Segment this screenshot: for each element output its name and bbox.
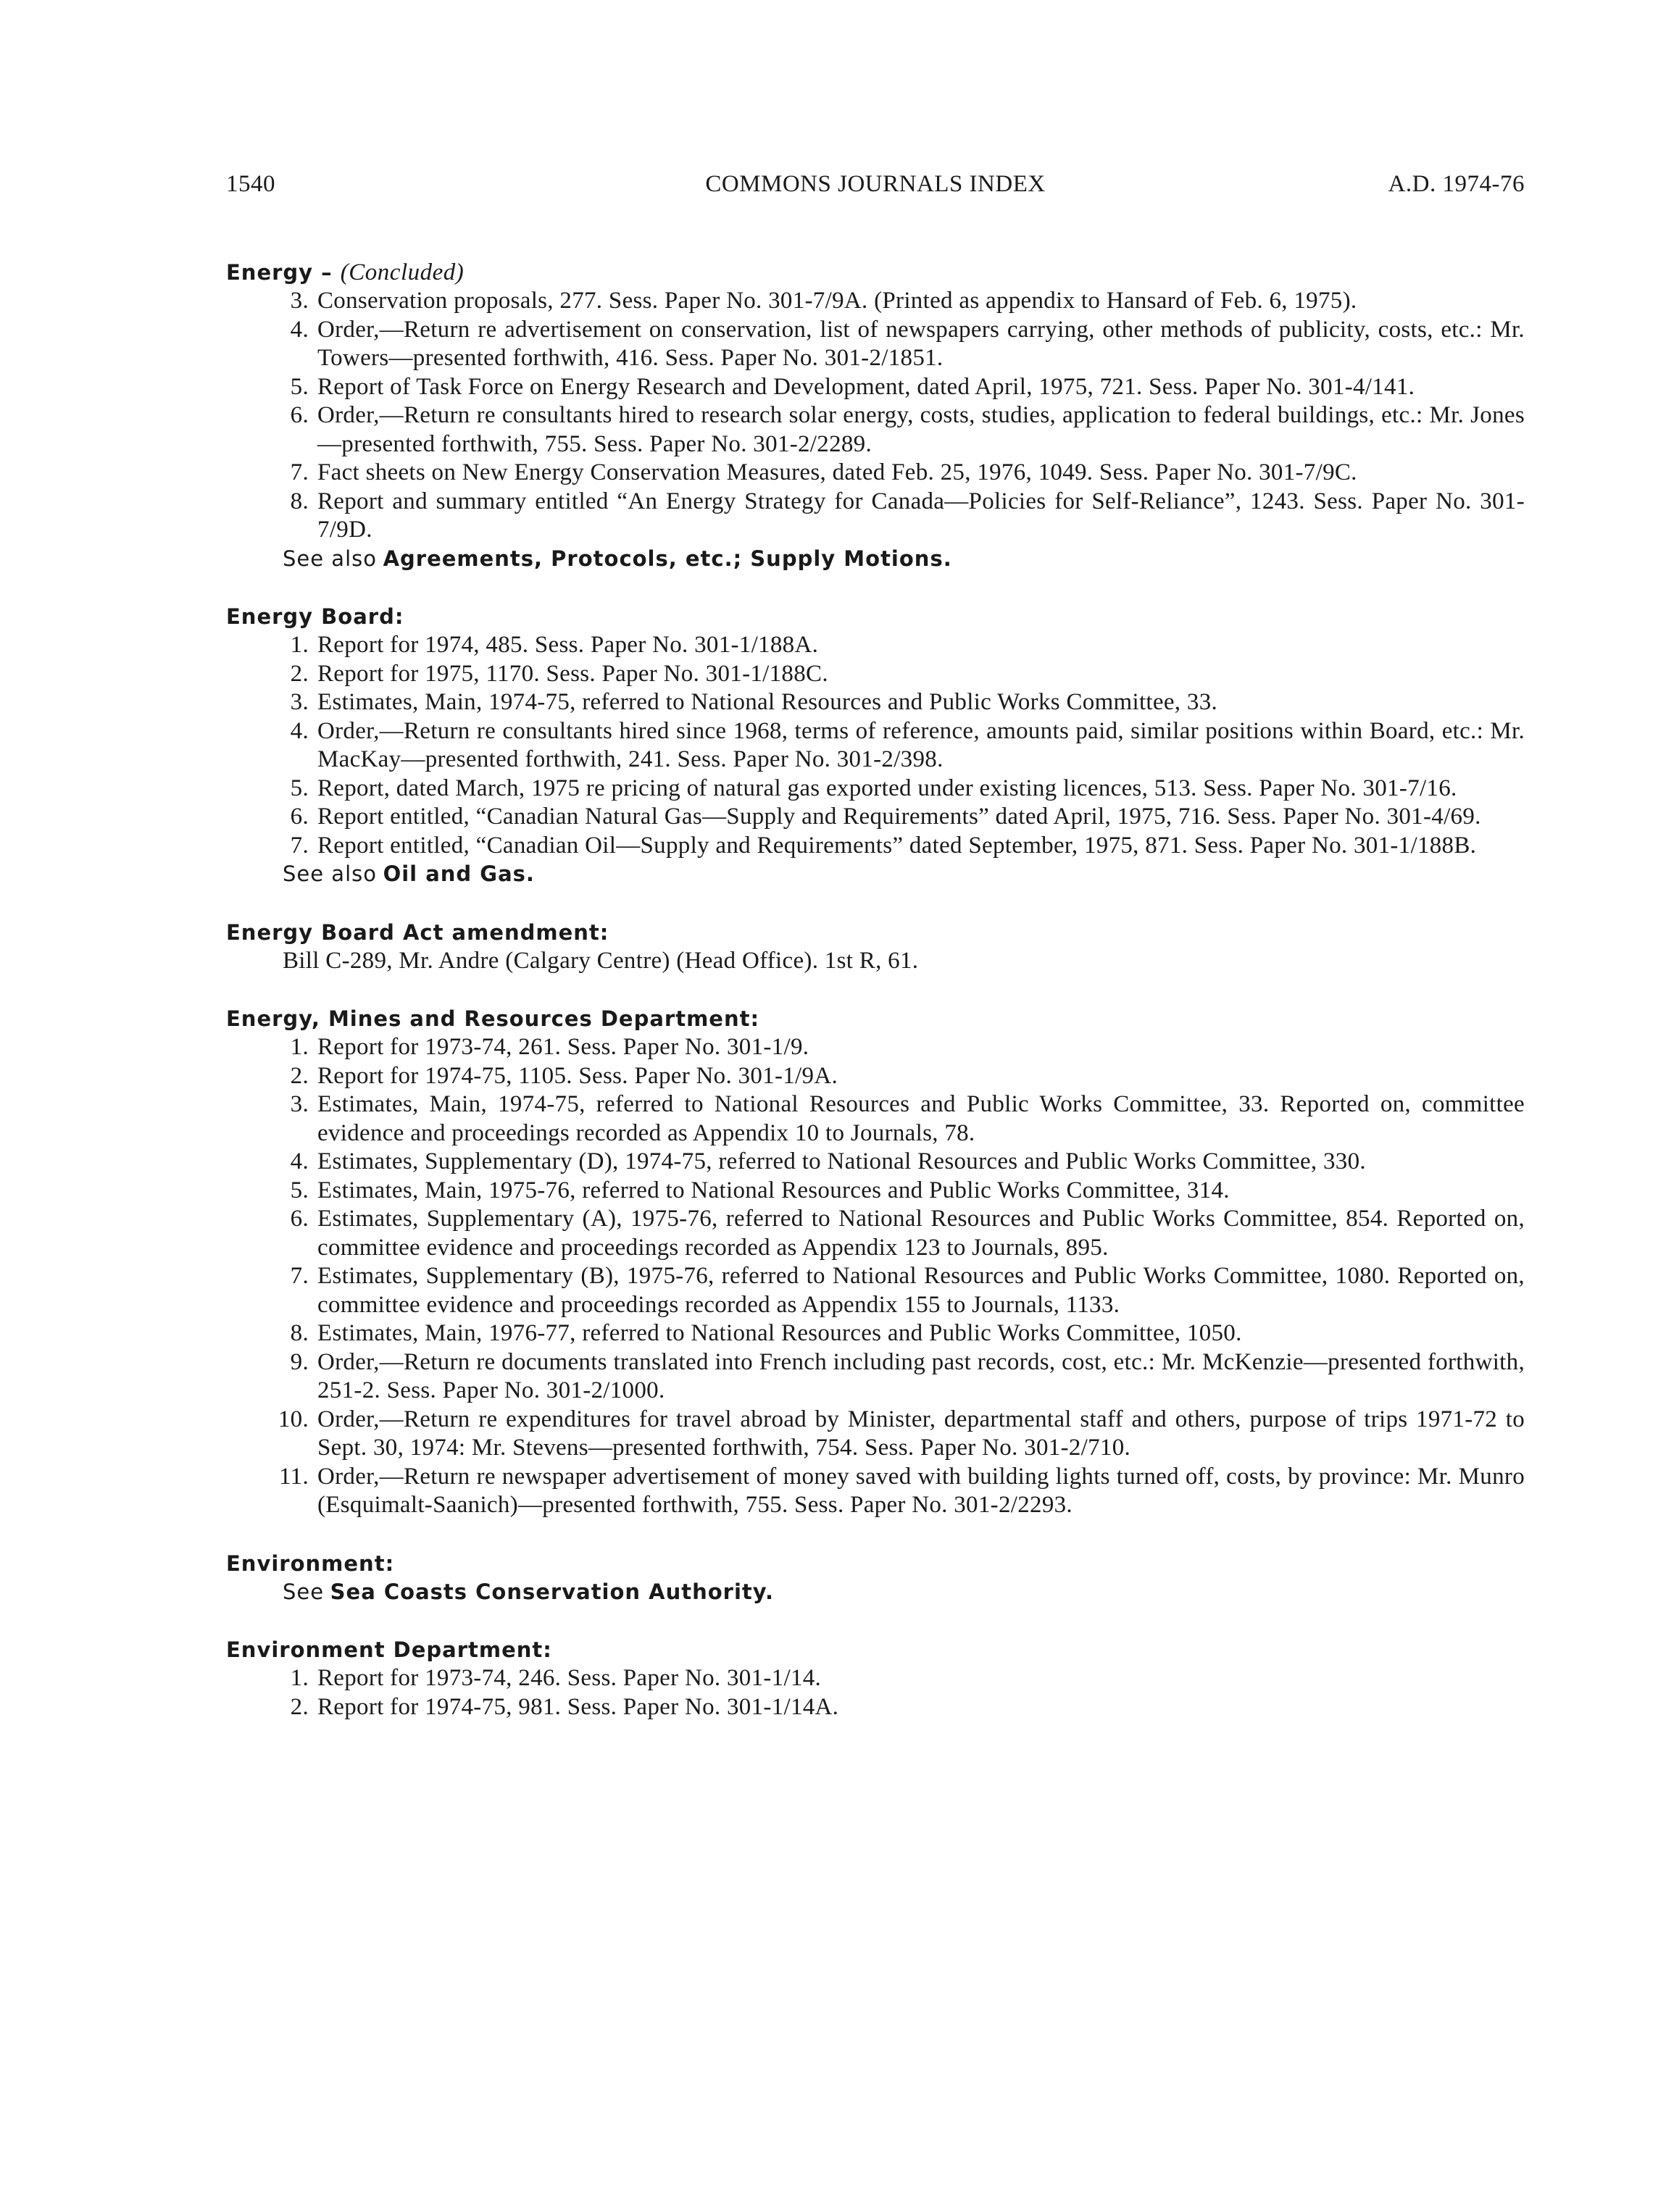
list-item (226, 373, 1525, 402)
list-item (226, 488, 1525, 545)
section-heading-text: Environment: (226, 1551, 395, 1576)
item-number: 1. (290, 1665, 309, 1691)
item-number: 5. (290, 373, 309, 400)
section-heading (226, 918, 1525, 947)
list-item (226, 287, 1525, 316)
item-number: 8. (290, 488, 309, 514)
running-title: COMMONS JOURNALS INDEX (705, 171, 1046, 197)
section-heading (226, 1549, 1525, 1578)
list-item (226, 316, 1525, 373)
item-text: Estimates, Supplementary (B), 1975-76, referred to National Resources and Public Works Committee, 1080. Reported on, committee evidence and proceedings recorded as Appendix 155 to Journals, 1133. (317, 1263, 1525, 1318)
index-section (226, 1635, 1525, 1721)
session-years: A.D. 1974-76 (1388, 171, 1525, 197)
item-text: Report for 1973-74, 261. Sess. Paper No. 301-1/9. (317, 1034, 809, 1060)
item-number: 11. (279, 1463, 309, 1490)
item-text: Order,—Return re consultants hired since 1968, terms of reference, amounts paid, similar positions within Board, etc.: Mr. MacKay—presented forthwith, 241. Sess. Paper No. 301-2/398. (317, 717, 1525, 772)
index-entries (226, 258, 1525, 1750)
index-section (226, 1004, 1525, 1520)
entry-text: Bill C-289, Mr. Andre (Calgary Centre) (Head Office). 1st R, 61. (283, 947, 919, 974)
item-text: Estimates, Main, 1976-77, referred to National Resources and Public Works Committee, 1050. (317, 1320, 1242, 1346)
item-number: 8. (290, 1320, 309, 1346)
see-also-reference (226, 860, 1525, 889)
list-item (226, 688, 1525, 717)
section-heading (226, 602, 1525, 631)
item-text: Estimates, Supplementary (A), 1975-76, referred to National Resources and Public Works Committee, 854. Reported on, committee evidence and proceedings recorded as Appendix 123 to Journals, 895. (317, 1206, 1525, 1261)
list-item (226, 1205, 1525, 1262)
see-also-prefix: See (283, 1579, 325, 1604)
item-text: Report for 1973-74, 246. Sess. Paper No. 301-1/14. (317, 1665, 822, 1691)
item-text: Order,—Return re consultants hired to research solar energy, costs, studies, application to federal buildings, etc.: Mr. Jones—presented forthwith, 755. Sess. Paper No. 301-2/2289. (317, 402, 1525, 457)
item-text: Report for 1974-75, 981. Sess. Paper No. 301-1/14A. (317, 1693, 839, 1720)
see-also-reference (226, 1578, 1525, 1607)
item-number: 3. (290, 689, 309, 715)
item-text: Estimates, Main, 1975-76, referred to National Resources and Public Works Committee, 314. (317, 1177, 1230, 1203)
list-item (226, 1148, 1525, 1177)
index-section (226, 602, 1525, 889)
list-item (226, 717, 1525, 775)
item-text: Report for 1975, 1170. Sess. Paper No. 301-1/188C. (317, 660, 828, 687)
item-number: 2. (290, 1693, 309, 1720)
item-number: 2. (290, 1062, 309, 1089)
section-heading (226, 258, 1525, 287)
list-item (226, 1406, 1525, 1463)
item-text: Fact sheets on New Energy Conservation Measures, dated Feb. 25, 1976, 1049. Sess. Paper No. 301-7/9C. (317, 459, 1357, 485)
item-number: 6. (290, 402, 309, 428)
item-text: Report for 1974, 485. Sess. Paper No. 301-1/188A. (317, 632, 819, 658)
item-number: 10. (278, 1406, 309, 1432)
list-item (226, 1033, 1525, 1062)
item-text: Report and summary entitled “An Energy Strategy for Canada—Policies for Self-Reliance”, 1243. Sess. Paper No. 301-7/9D. (317, 488, 1525, 543)
item-number: 1. (290, 632, 309, 658)
item-number: 6. (290, 1206, 309, 1232)
item-text: Order,—Return re advertisement on conservation, list of newspapers carrying, other methods of publicity, costs, etc.: Mr. Towers—presented forthwith, 416. Sess. Paper No. 301-2/1851. (317, 316, 1525, 371)
item-text: Report for 1974-75, 1105. Sess. Paper No. 301-1/9A. (317, 1062, 838, 1089)
item-number: 7. (290, 832, 309, 859)
list-item (226, 1262, 1525, 1319)
see-also-prefix: See also (283, 861, 377, 886)
list-item (226, 1693, 1525, 1722)
list-item (226, 803, 1525, 832)
list-item (226, 775, 1525, 804)
item-text: Estimates, Supplementary (D), 1974-75, referred to National Resources and Public Works Committee, 330. (317, 1148, 1366, 1174)
list-item (226, 1664, 1525, 1693)
list-item (226, 459, 1525, 488)
item-number: 4. (290, 717, 309, 744)
section-heading-text: Energy Board: (226, 604, 404, 629)
item-text: Conservation proposals, 277. Sess. Paper No. 301-7/9A. (Printed as appendix to Hansard of Feb. 6, 1975). (317, 288, 1357, 314)
section-heading (226, 1635, 1525, 1664)
section-heading (226, 1004, 1525, 1033)
see-also-prefix: See also (283, 546, 377, 571)
see-also-target: Agreements, Protocols, etc.; Supply Motions. (383, 546, 952, 571)
list-item (226, 832, 1525, 861)
heading-continuation: (Concluded) (340, 259, 465, 285)
list-item (226, 660, 1525, 689)
list-item (226, 1463, 1525, 1520)
item-number: 4. (290, 316, 309, 343)
list-item (226, 1062, 1525, 1091)
index-section (226, 258, 1525, 573)
section-heading-text: Energy Board Act amendment: (226, 919, 609, 945)
item-number: 3. (290, 1091, 309, 1117)
item-number: 4. (290, 1148, 309, 1174)
item-number: 7. (290, 459, 309, 485)
list-item (226, 401, 1525, 459)
index-section (226, 1549, 1525, 1607)
list-item (226, 631, 1525, 660)
see-also-target: Sea Coasts Conservation Authority. (330, 1579, 775, 1604)
list-item (226, 1090, 1525, 1148)
item-text: Report, dated March, 1975 re pricing of natural gas exported under existing licences, 513. Sess. Paper No. 301-7/16. (317, 775, 1457, 801)
section-heading-text: Energy, Mines and Resources Department: (226, 1006, 760, 1031)
item-number: 9. (290, 1348, 309, 1375)
item-number: 6. (290, 804, 309, 830)
list-item (226, 1319, 1525, 1348)
item-text: Estimates, Main, 1974-75, referred to National Resources and Public Works Committee, 33. Reported on, committee evidence and proceedings recorded as Appendix 10 to Journals, 78. (317, 1091, 1525, 1146)
item-number: 5. (290, 1177, 309, 1203)
section-heading-text: Energy – (226, 260, 333, 285)
page-header (226, 171, 1525, 207)
see-also-reference (226, 545, 1525, 574)
item-number: 1. (290, 1034, 309, 1060)
item-text: Order,—Return re expenditures for travel abroad by Minister, departmental staff and others, purpose of trips 1971-72 to Sept. 30, 1974: Mr. Stevens—presented forthwith, 754. Sess. Paper No. 301-2/710. (317, 1406, 1525, 1461)
item-text: Estimates, Main, 1974-75, referred to National Resources and Public Works Committee, 33. (317, 689, 1218, 715)
index-section (226, 918, 1525, 976)
item-number: 7. (290, 1263, 309, 1289)
item-number: 5. (290, 775, 309, 801)
see-also-target: Oil and Gas. (383, 861, 535, 886)
item-text: Report entitled, “Canadian Natural Gas—Supply and Requirements” dated April, 1975, 716. Sess. Paper No. 301-4/69. (317, 804, 1481, 830)
page-number: 1540 (226, 171, 275, 197)
section-heading-text: Environment Department: (226, 1637, 552, 1662)
item-number: 2. (290, 660, 309, 687)
item-text: Order,—Return re documents translated into French including past records, cost, etc.: Mr. McKenzie—presented forthwith, 251-2. Sess. Paper No. 301-2/1000. (317, 1348, 1525, 1403)
item-number: 3. (290, 288, 309, 314)
list-item (226, 1348, 1525, 1406)
item-text: Report of Task Force on Energy Research and Development, dated April, 1975, 721. Sess. Paper No. 301-4/141. (317, 373, 1415, 400)
item-text: Order,—Return re newspaper advertisement of money saved with building lights turned off, costs, by province: Mr. Munro (Esquimalt-Saanich)—presented forthwith, 755. Sess. Paper No. 301-2/2293. (317, 1463, 1525, 1518)
item-text: Report entitled, “Canadian Oil—Supply and Requirements” dated September, 1975, 871. Sess. Paper No. 301-1/188B. (317, 832, 1477, 859)
list-item (226, 1177, 1525, 1206)
